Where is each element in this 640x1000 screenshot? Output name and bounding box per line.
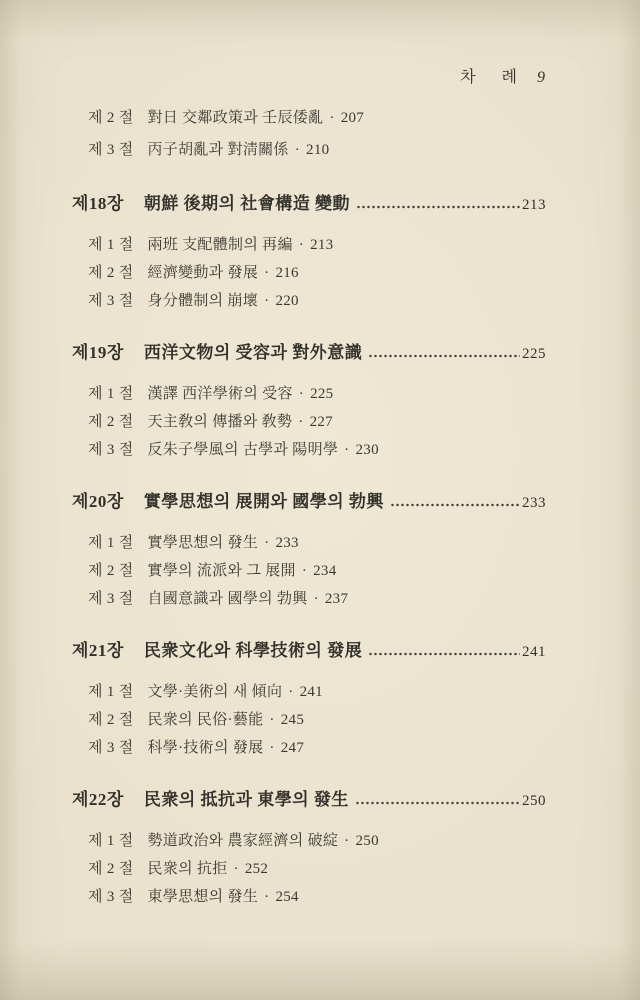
- dot-separator: ·: [269, 740, 275, 756]
- section-title: 自國意識과 國學의 勃興: [147, 591, 308, 607]
- chapter-block-21: [72, 635, 546, 762]
- section-label: 제 3 절: [88, 591, 134, 607]
- section-title: 文學·美術의 새 傾向: [147, 684, 283, 700]
- section-label: 제 1 절: [88, 237, 134, 253]
- section-row: [72, 380, 546, 408]
- toc-header-word-right: 례: [501, 69, 518, 86]
- section-label: 제 2 절: [88, 563, 134, 579]
- chapter-row: [72, 337, 546, 370]
- section-page-number: 213: [310, 237, 334, 253]
- page-header: [72, 64, 546, 88]
- chapter-title: 民衆文化와 科學技術의 發展: [143, 641, 363, 660]
- section-title: 實學思想의 發生: [147, 535, 259, 551]
- chapter-block-19: [72, 337, 546, 464]
- chapter-title: 朝鮮 後期의 社會構造 變動: [143, 194, 351, 213]
- section-row: [72, 408, 546, 436]
- section-title: 天主敎의 傳播와 敎勢: [147, 414, 293, 430]
- chapter-sections: [72, 827, 546, 911]
- dot-separator: ·: [298, 237, 305, 253]
- section-row: [72, 827, 546, 855]
- section-page-number: 245: [280, 712, 305, 728]
- section-title: 實學의 流派와 그 展開: [147, 563, 296, 579]
- section-title: 東學思想의 發生: [147, 889, 259, 905]
- section-page-number: 241: [299, 684, 323, 700]
- section-label: 제 2 절: [88, 110, 134, 126]
- dot-separator: ·: [329, 110, 335, 126]
- chapter-row: [72, 635, 546, 668]
- dot-separator: ·: [288, 684, 294, 700]
- section-label: 제 3 절: [88, 889, 134, 905]
- section-label: 제 1 절: [88, 684, 134, 700]
- section-title: 兩班 支配體制의 再編: [147, 237, 293, 253]
- section-row: [72, 883, 546, 911]
- section-label: 제 3 절: [88, 142, 134, 158]
- chapter-title: 實學思想의 展開와 國學의 勃興: [143, 492, 384, 511]
- section-page-number: 227: [309, 414, 333, 430]
- section-row: [72, 734, 546, 762]
- chapter-block-18: [72, 188, 546, 315]
- section-label: 제 3 절: [88, 293, 134, 309]
- dot-separator: ·: [264, 889, 270, 905]
- dot-separator: ·: [294, 142, 301, 158]
- dot-separator: ·: [344, 833, 350, 849]
- section-page-number: 230: [355, 442, 379, 458]
- section-title: 丙子胡亂과 對淸關係: [147, 142, 289, 158]
- section-row: [72, 706, 546, 734]
- section-label: 제 2 절: [88, 265, 134, 281]
- section-row: [72, 287, 546, 315]
- section-page-number: 216: [275, 265, 299, 281]
- section-title: 對日 交鄰政策과 壬辰倭亂: [147, 110, 324, 126]
- chapter-sections: [72, 380, 546, 464]
- dot-separator: ·: [233, 861, 239, 877]
- section-title: 民衆의 抗拒: [147, 861, 228, 877]
- chapter-page-number: 241: [522, 644, 546, 660]
- section-label: 제 2 절: [88, 861, 134, 877]
- chapter-page-number: 213: [522, 197, 546, 213]
- section-title: 民衆의 民俗·藝能: [147, 712, 264, 728]
- chapter-row: [72, 784, 546, 817]
- toc-header-word-left: 차: [460, 69, 477, 86]
- chapter-page-number: 225: [522, 346, 546, 362]
- dot-separator: ·: [344, 442, 350, 458]
- section-row: [72, 259, 546, 287]
- dot-separator: ·: [264, 293, 270, 309]
- section-page-number: 252: [244, 861, 269, 877]
- section-page-number: 247: [280, 740, 305, 756]
- section-label: 제 1 절: [88, 535, 134, 551]
- chapter-label: 제20장: [72, 492, 124, 511]
- section-title: 身分體制의 崩壞: [147, 293, 259, 309]
- dot-separator: ·: [264, 265, 270, 281]
- leading-sections: [72, 102, 546, 166]
- dot-separator: ·: [298, 414, 304, 430]
- chapter-label: 제18장: [72, 194, 124, 213]
- section-label: 제 2 절: [88, 712, 134, 728]
- table-of-contents: [72, 64, 546, 911]
- chapter-page-number: 250: [522, 793, 546, 809]
- section-page-number: 220: [275, 293, 299, 309]
- dot-leader: [355, 798, 520, 808]
- dot-separator: ·: [301, 563, 308, 579]
- section-page-number: 234: [313, 563, 337, 579]
- section-label: 제 3 절: [88, 740, 134, 756]
- dot-leader: [356, 202, 520, 212]
- dot-leader: [368, 351, 520, 361]
- dot-separator: ·: [264, 535, 270, 551]
- section-title: 漢譯 西洋學術의 受容: [147, 386, 293, 402]
- dot-separator: ·: [313, 591, 319, 607]
- section-page-number: 210: [306, 142, 330, 158]
- chapter-label: 제21장: [72, 641, 124, 660]
- section-row: [72, 529, 546, 557]
- section-page-number: 237: [324, 591, 349, 607]
- section-page-number: 250: [355, 833, 379, 849]
- section-label: 제 3 절: [88, 442, 134, 458]
- chapter-sections: [72, 678, 546, 762]
- dot-leader: [390, 500, 520, 510]
- section-label: 제 2 절: [88, 414, 134, 430]
- dot-separator: ·: [269, 712, 275, 728]
- section-title: 經濟變動과 發展: [147, 265, 259, 281]
- chapter-row: [72, 486, 546, 519]
- section-page-number: 225: [310, 386, 334, 402]
- section-row: [72, 678, 546, 706]
- section-label: 제 1 절: [88, 833, 134, 849]
- section-page-number: 233: [275, 535, 299, 551]
- chapter-title: 民衆의 抵抗과 東學의 發生: [143, 790, 349, 809]
- chapter-label: 제22장: [72, 790, 124, 809]
- section-title: 反朱子學風의 古學과 陽明學: [147, 442, 339, 458]
- section-title: 勢道政治와 農家經濟의 破綻: [147, 833, 339, 849]
- page-number: 9: [537, 69, 546, 86]
- section-page-number: 254: [275, 889, 299, 905]
- dot-leader: [368, 649, 520, 659]
- section-title: 科學·技術의 發展: [147, 740, 264, 756]
- dot-separator: ·: [298, 386, 305, 402]
- section-row: [72, 102, 546, 134]
- chapter-page-number: 233: [522, 495, 546, 511]
- chapter-title: 西洋文物의 受容과 對外意識: [143, 343, 363, 362]
- chapter-block-22: [72, 784, 546, 911]
- section-page-number: 207: [340, 110, 365, 126]
- chapter-label: 제19장: [72, 343, 124, 362]
- section-row: [72, 557, 546, 585]
- section-label: 제 1 절: [88, 386, 134, 402]
- section-row: [72, 585, 546, 613]
- section-row: [72, 231, 546, 259]
- chapter-sections: [72, 529, 546, 613]
- section-row: [72, 855, 546, 883]
- section-row: [72, 134, 546, 166]
- chapter-block-20: [72, 486, 546, 613]
- chapter-row: [72, 188, 546, 221]
- section-row: [72, 436, 546, 464]
- chapter-sections: [72, 231, 546, 315]
